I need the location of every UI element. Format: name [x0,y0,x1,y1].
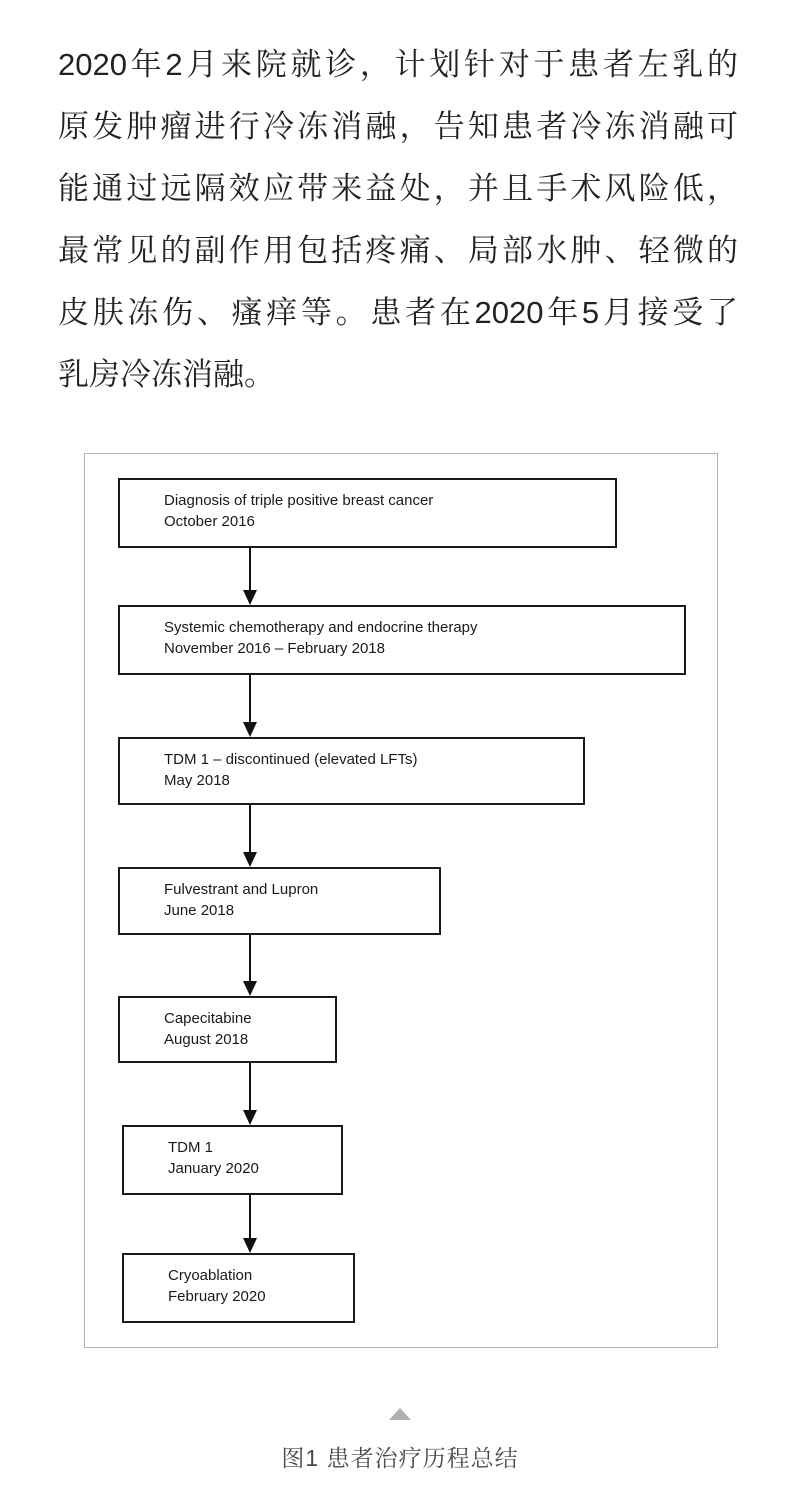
flow-step-label: Fulvestrant and Lupron [164,881,319,898]
flow-step-tdm1 [122,1125,343,1195]
flow-step-label: Diagnosis of triple positive breast cancer [164,492,434,509]
arrow-down-connector-1 [249,548,251,590]
arrow-down-connector-5 [249,1063,251,1110]
intro-line-6: 乳房冷冻消融。 [58,357,275,392]
arrow-down-connector-6 [249,1195,251,1238]
intro-line-3: 能通过远隔效应带来益处，并且手术风险低， [58,171,738,206]
flow-step-cryoablation [122,1253,355,1323]
flow-step-date: February 2020 [168,1288,266,1305]
flow-step-date: October 2016 [164,513,255,530]
arrow-down-connector-4 [249,935,251,981]
flow-step-capecitabine [118,996,337,1063]
arrow-down-connector-2 [249,675,251,722]
flow-step-label: TDM 1 [168,1139,213,1156]
figure-caption: 图1 患者治疗历程总结 [281,1445,519,1471]
flow-step-date: May 2018 [164,772,230,789]
flow-step-tdm1-discontinued [118,737,585,805]
flow-step-date: January 2020 [168,1160,259,1177]
flow-step-date: June 2018 [164,902,235,919]
arrow-down-connector-3 [249,805,251,852]
triangle-up-icon [389,1408,411,1420]
flow-step-chemo-endocrine [118,605,686,675]
intro-paragraph [58,34,738,406]
flow-step-label: Capecitabine [164,1010,252,1027]
intro-line-4: 最常见的副作用包括疼痛、局部水肿、轻微的 [58,233,738,268]
intro-line-5: 皮肤冻伤、瘙痒等。患者在2020年5月接受了 [58,295,738,330]
intro-line-2: 原发肿瘤进行冷冻消融，告知患者冷冻消融可 [58,109,738,144]
flow-step-label: TDM 1 – discontinued (elevated LFTs) [164,751,418,768]
flow-step-date: November 2016 – February 2018 [164,640,385,657]
flow-step-label: Systemic chemotherapy and endocrine therapy [164,619,478,636]
flow-step-diagnosis [118,478,617,548]
flow-step-label: Cryoablation [168,1267,253,1284]
flow-step-date: August 2018 [164,1031,249,1048]
intro-line-1: 2020年2月来院就诊，计划针对于患者左乳的 [58,47,738,82]
flow-step-fulvestrant-lupron [118,867,441,935]
